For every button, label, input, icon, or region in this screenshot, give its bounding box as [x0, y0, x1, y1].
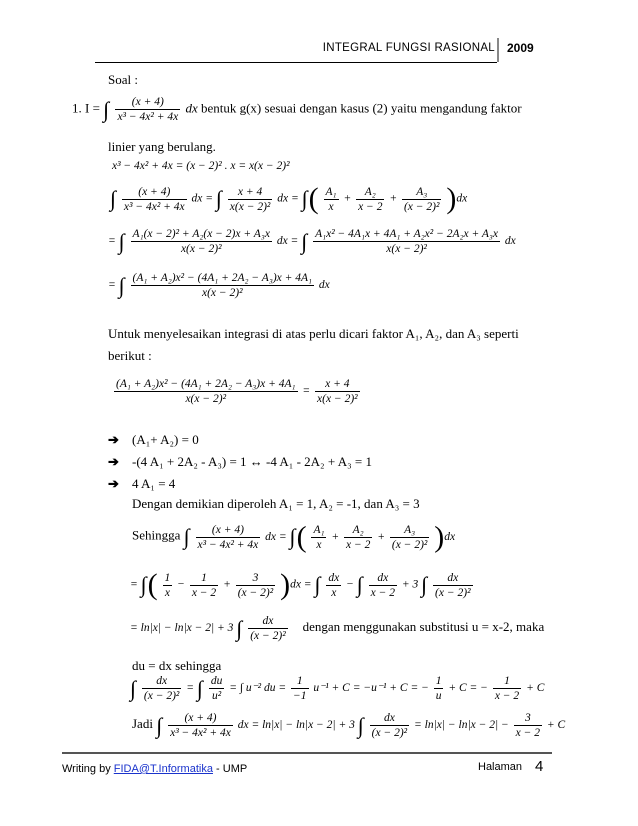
denominator: x³ − 4x² + 4x — [123, 200, 185, 213]
paragraph-cont: berikut : — [108, 348, 152, 363]
integral-sign: ∫ — [196, 675, 203, 701]
header-separator — [497, 38, 499, 62]
page-header — [0, 38, 638, 62]
paren-close: ) — [434, 520, 445, 553]
denominator: x − 2 — [358, 200, 383, 213]
bullet-2: -(4 A₁ + 2A₂ - A₃) = 1 ↔ -4 A₁ - 2A₂ + A₃ = 1 — [132, 454, 372, 469]
paragraph: Untuk menyelesaikan integrasi di atas perlu dicari faktor A₁, A₂, dan A₃ seperti — [108, 326, 519, 341]
equation-part: = ∫ u⁻² du = — [229, 682, 287, 695]
numerator: 1 — [493, 675, 521, 689]
integral-sign: ∫ — [118, 228, 125, 254]
integral-sign: ∫ — [215, 186, 222, 211]
fraction-denominator: x³ − 4x² + 4x — [117, 111, 179, 123]
paren-open: ( — [147, 568, 158, 601]
denominator: (x − 2)² — [250, 630, 286, 642]
jadi-line — [132, 712, 565, 739]
denominator: x(x − 2)² — [386, 243, 427, 255]
fraction — [196, 524, 261, 551]
integral-sign: ∫ — [356, 572, 363, 597]
jadi-math — [156, 712, 566, 739]
operator: + 3 — [401, 578, 419, 591]
dx-term: dx — [444, 530, 456, 543]
fraction — [356, 186, 384, 213]
author-link[interactable]: FIDA@T.Informatika — [113, 763, 213, 775]
numerator: (A₁ + A₂)x² − (4A₁ + 2A₂ − A₃)x + 4A₁ — [116, 378, 296, 390]
header-rule — [95, 62, 497, 63]
dx-term: dx — [185, 100, 198, 116]
fraction — [248, 615, 287, 642]
dx-term: dx — [504, 235, 516, 248]
denominator: (x − 2)² — [403, 200, 440, 213]
fraction — [114, 378, 298, 405]
fraction — [369, 572, 397, 599]
numerator: 1 — [190, 572, 218, 586]
paren-open: ( — [308, 182, 319, 215]
fraction — [370, 712, 409, 739]
denominator: x − 2 — [370, 586, 395, 599]
fraction — [311, 524, 326, 551]
denominator: (x − 2)² — [391, 538, 428, 551]
coefficient-equation: $\frac{\text{(A₁ + A₂)x² − (4A₁ + 2A₂ − A₃)x + 4A₁}}{\text{x(x − 2)²}}$ = $\frac{x + 4}{\text{x(x − 2)²}}$ — [116, 378, 358, 405]
numerator: A₁ — [313, 523, 325, 536]
denominator: x(x − 2)² — [180, 243, 222, 255]
equation-line-p: ∫ $\frac{(x + 4)}{\text{x³ − 4x² + 4x}}$ dx = ∫ $\frac{x + 4}{\text{x(x − 2)²}}$ dx = ∫( $\frac{\text{A₁}}{x}$ + $\frac{\text{A₂}}{x - 2}$ + $\frac{\text{A₃}}{\text{(x − 2)²}}$ )dx — [110, 182, 468, 215]
fraction — [131, 228, 272, 255]
fraction — [190, 572, 218, 599]
numerator: x + 4 — [315, 378, 360, 392]
question-text-cont: linier yang berulang. — [108, 139, 216, 154]
numerator: dx — [433, 572, 472, 586]
dx-equals: dx = — [277, 192, 299, 205]
fraction — [493, 675, 521, 702]
header-title: INTEGRAL FUNGSI RASIONAL — [322, 42, 495, 54]
denominator: x — [328, 200, 334, 213]
equation-line-q: = ∫ $\frac{\text{A₁(x − 2)² + A₂(x − 2)x + A₃x}}{\text{x(x − 2)²}}$ dx = ∫ $\frac{\text{A₁x² − 4A₁x + 4A₁ + A₂x² − 2A₂x + A₃x}}{\text{x(x − 2)²}}$ dx — [108, 228, 516, 255]
dx-term: dx — [456, 192, 468, 205]
log-line — [130, 615, 544, 642]
numerator: A₃ — [402, 186, 441, 200]
fraction — [236, 572, 275, 599]
denominator: x — [316, 538, 322, 551]
sehingga-math: ∫ $\frac{(x + 4)}{\text{x³ − 4x² + 4x}}$ dx = ∫( $\frac{\text{A₁}}{x}$ + $\frac{\text{A₂}}{x - 2}$ + $\frac{\text{A₃}}{\text{(x − 2)²}}$ )dx — [183, 520, 456, 553]
denominator: x — [331, 586, 337, 599]
arrow-icon: ➔ — [108, 454, 119, 469]
integral-sign: ∫ — [314, 572, 321, 597]
numerator: 1 — [164, 571, 171, 584]
numerator: 1 — [291, 675, 309, 689]
fraction — [291, 675, 309, 702]
numerator: A₂ — [356, 186, 384, 200]
expansion-line: = ∫( $\frac{1}{x}$ − $\frac{1}{x - 2}$ + $\frac{3}{\text{(x − 2)²}}$ )dx = ∫ $\frac{dx}{x}$ − ∫ $\frac{dx}{x - 2}$ + 3 ∫ $\frac{dx}{\text{(x − 2)²}}$ — [130, 568, 471, 601]
numerator: x + 4 — [228, 186, 273, 200]
numerator: 1 — [435, 675, 442, 687]
integral-sign: ∫ — [301, 186, 308, 211]
numerator: dx — [369, 572, 397, 586]
equation-part: + C = − — [448, 682, 488, 695]
fraction — [402, 186, 441, 213]
integral-sign: ∫ — [110, 186, 117, 211]
numerator: 3 — [514, 712, 542, 726]
denominator: x³ − 4x² + 4x — [170, 727, 231, 739]
equation-part: = ln|x| − ln|x − 2| − — [414, 719, 509, 732]
denominator: x³ − 4x² + 4x — [197, 538, 259, 551]
dx-equals: dx = — [265, 530, 287, 543]
sehingga-label: Sehingga — [132, 527, 181, 543]
denominator: u — [435, 690, 442, 702]
result-statement: Dengan demikian diperoleh A₁ = 1, A₂ = -1, dan A₃ = 3 — [132, 496, 420, 511]
integral-sign: ∫ — [103, 96, 110, 122]
numerator: du — [210, 675, 223, 687]
denominator: x − 2 — [191, 586, 217, 599]
integral-sign: ∫ — [236, 615, 243, 641]
numerator: dx — [248, 615, 287, 629]
question-text: bentuk g(x) sesuai dengan kasus (2) yaitu mengandung faktor — [200, 100, 522, 116]
footer-prefix: Writing by — [62, 763, 111, 775]
dx-term: dx — [318, 279, 330, 292]
dx-equals: dx = — [276, 235, 299, 248]
jadi-label: Jadi — [132, 716, 153, 732]
du-line: du = dx sehingga — [132, 658, 222, 673]
integral-sign: ∫ — [301, 228, 308, 254]
denominator: x − 2 — [515, 727, 541, 739]
denominator: x(x − 2)² — [229, 200, 271, 213]
paren-open: ( — [296, 520, 307, 553]
fraction — [315, 378, 360, 405]
numerator: A₁ — [325, 185, 337, 198]
footer-author — [62, 763, 247, 775]
fraction — [168, 712, 233, 739]
operator: + — [223, 578, 231, 591]
page-number: 4 — [535, 758, 544, 775]
log-expression: = ln|x| − ln|x − 2| + 3 — [130, 622, 234, 635]
paren-close: ) — [446, 182, 457, 215]
denominator: x(x − 2)² — [185, 393, 227, 405]
substitution-text: dengan menggunakan substitusi u = x-2, maka — [302, 619, 545, 635]
soal-label: Soal : — [108, 72, 138, 87]
denominator: x − 2 — [345, 538, 371, 551]
denominator: x − 2 — [494, 690, 520, 702]
numerator: A₃ — [390, 524, 429, 538]
footer-rule — [62, 752, 552, 754]
footer-suffix: - UMP — [216, 763, 248, 775]
denominator: x — [164, 586, 170, 599]
equation-part: dx = ln|x| − ln|x − 2| + 3 — [237, 719, 355, 732]
denominator: (x − 2)² — [371, 727, 408, 739]
denominator: (x − 2)² — [143, 690, 180, 702]
integral-sign: ∫ — [357, 712, 364, 738]
paren-close: ) — [280, 568, 291, 601]
integral-sign: ∫ — [130, 675, 137, 701]
dx-equals: dx = — [290, 578, 312, 591]
numerator: A₁(x − 2)² + A₂(x − 2)x + A₃x — [132, 228, 270, 240]
integral-sign: ∫ — [421, 572, 428, 597]
numerator: (x + 4) — [122, 186, 187, 200]
integral-sign: ∫ — [183, 524, 190, 549]
fraction — [434, 675, 444, 702]
denominator: x(x − 2)² — [317, 393, 358, 405]
header-year: 2009 — [507, 41, 534, 55]
arrow-icon: ➔ — [108, 476, 119, 491]
numerator: dx — [142, 675, 181, 689]
fraction — [142, 675, 181, 702]
dx-equals: dx = — [191, 192, 214, 205]
numerator: (x + 4) — [168, 712, 233, 726]
denominator: −1 — [293, 690, 307, 702]
fraction — [433, 572, 472, 599]
factor-line: x³ − 4x² + 4x = (x − 2)² . x = x(x − 2)² — [112, 160, 290, 172]
fraction — [163, 572, 173, 599]
equation-part: u⁻¹ + C = −u⁻¹ + C = − — [313, 682, 429, 695]
denominator: u² — [211, 690, 222, 702]
bullet-3: 4 A₁ = 4 — [132, 476, 176, 491]
equation-part: + C — [526, 682, 545, 695]
numerator: A₁x² − 4A₁x + 4A₁ + A₂x² − 2A₂x + A₃x — [315, 228, 499, 240]
question-number: 1. I = — [72, 100, 100, 116]
numerator: dx — [370, 712, 409, 726]
operator: − — [177, 578, 185, 591]
denominator: (x − 2)² — [435, 586, 471, 599]
sehingga-line — [132, 520, 455, 554]
numerator: (A₁ + A₂)x² − (4A₁ + 2A₂ − A₃)x + 4A₁ — [132, 272, 313, 284]
integral-sign: ∫ — [289, 524, 296, 549]
fraction-numerator: (x + 4) — [115, 96, 180, 110]
integral-sign: ∫ — [156, 712, 163, 738]
fraction — [390, 524, 429, 551]
fraction — [122, 186, 187, 213]
question-line — [72, 96, 522, 123]
fraction — [344, 524, 372, 551]
fraction — [131, 272, 315, 299]
numerator: dx — [328, 571, 340, 584]
numerator: (x + 4) — [196, 524, 261, 538]
denominator: x(x − 2)² — [202, 287, 243, 299]
numerator: 3 — [236, 572, 275, 586]
question-fraction — [115, 96, 180, 123]
integral-sign: ∫ — [118, 272, 125, 298]
equation-line-r: = ∫ $\frac{\text{(A₁ + A₂)x² − (4A₁ + 2A₂ − A₃)x + 4A₁}}{\text{x(x − 2)²}}$ dx — [108, 272, 330, 299]
bullet-1: (A₁+ A₂) = 0 — [132, 432, 199, 447]
fraction — [324, 186, 339, 213]
substitution-line: ∫ $\frac{dx}{\text{(x − 2)²}}$ = ∫ $\frac{du}{\text{u²}}$ = ∫ u⁻² du = $\frac{1}{-1}$ u⁻¹ + C = −u⁻¹ + C = − $\frac{1}{u}$ + C = − $\frac{1}{x - 2}$ + C — [130, 675, 545, 702]
equation-part: + C — [546, 719, 566, 732]
fraction — [326, 572, 341, 599]
arrow-icon: ➔ — [108, 432, 119, 447]
fraction — [209, 675, 225, 702]
integral-sign: ∫ — [140, 572, 147, 597]
fraction — [228, 186, 273, 213]
page-label: Halaman — [478, 761, 523, 773]
fraction — [313, 228, 500, 255]
denominator: (x − 2)² — [237, 586, 274, 599]
numerator: A₂ — [344, 524, 372, 538]
fraction — [514, 712, 542, 739]
